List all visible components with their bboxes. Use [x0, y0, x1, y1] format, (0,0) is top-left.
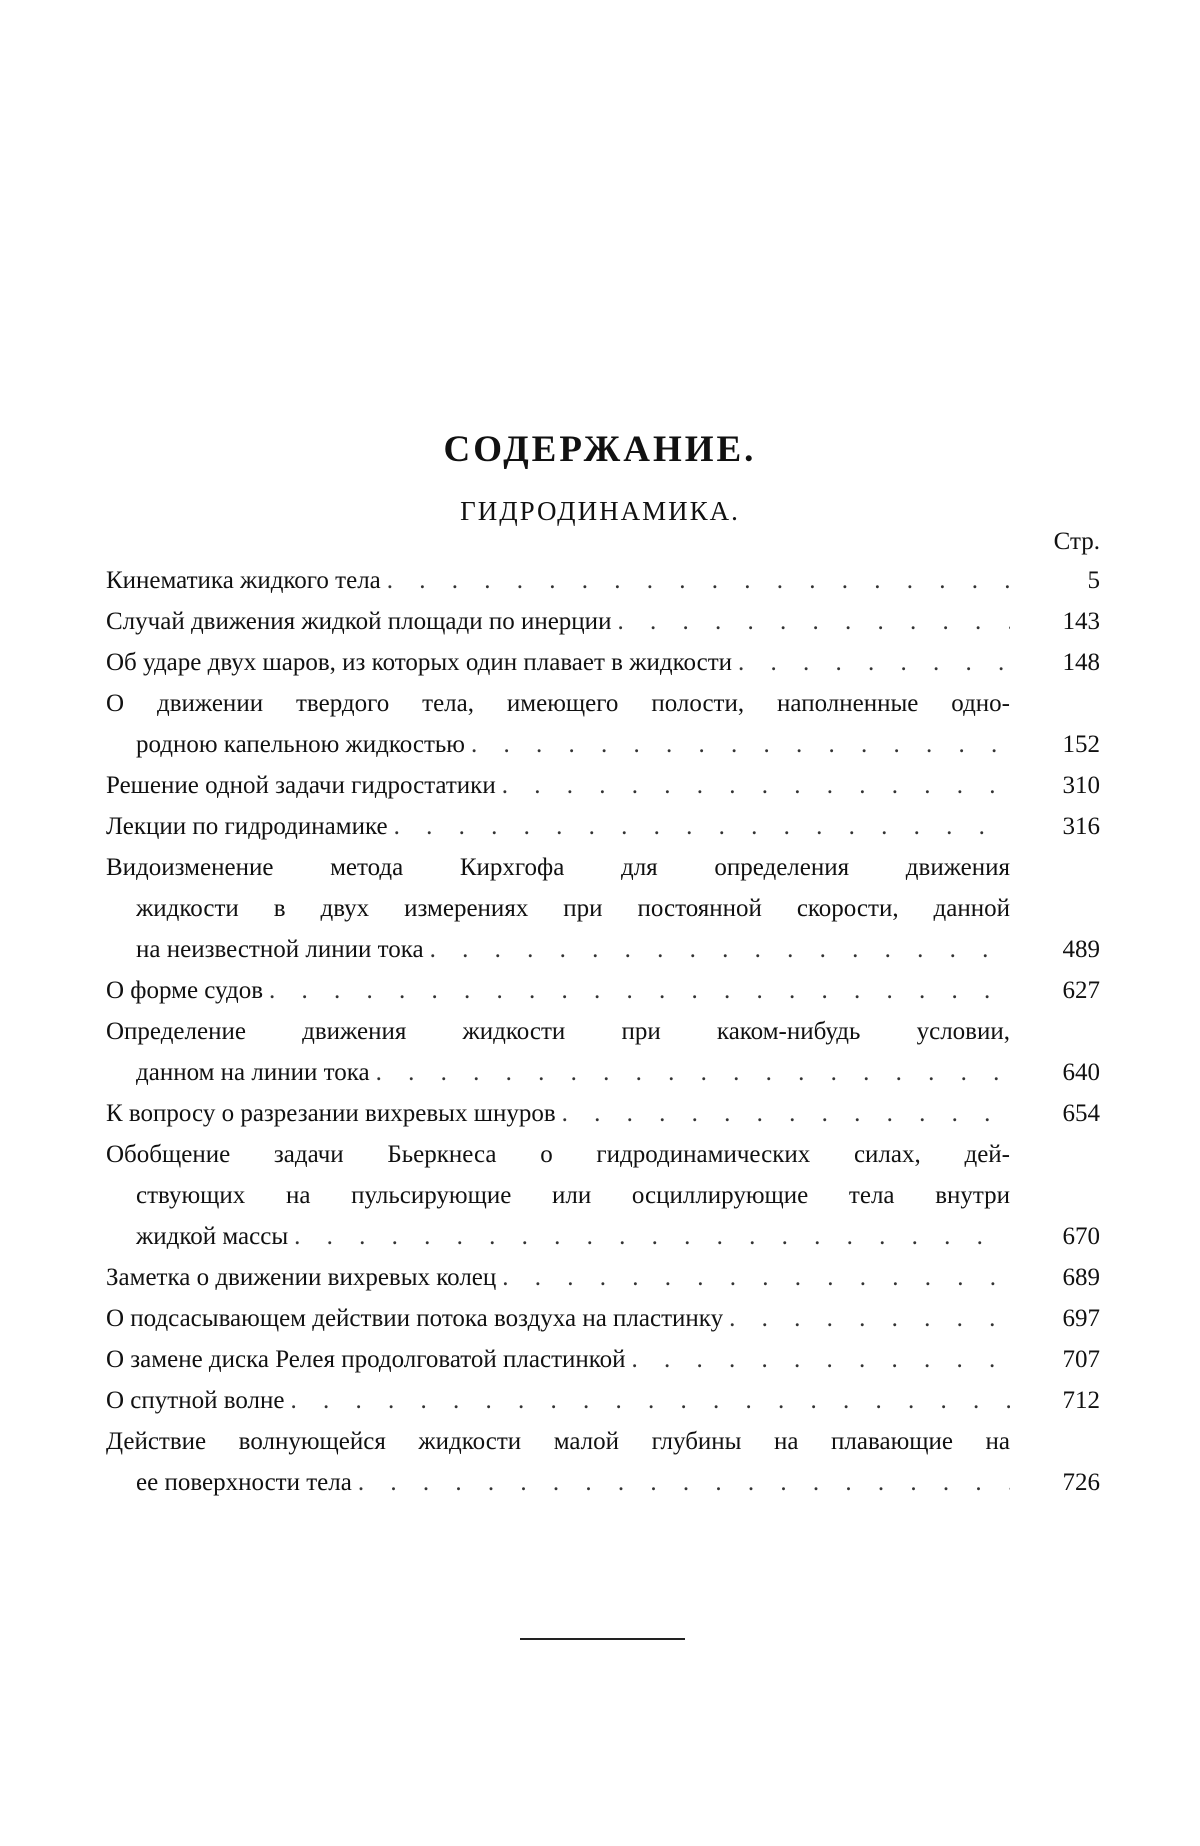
toc-entry	[106, 560, 1100, 601]
toc-entry-title: родною капельною жидкостью	[136, 731, 465, 758]
toc-entry-line	[106, 929, 1100, 970]
toc-entry	[106, 1339, 1100, 1380]
section-title: ГИДРОДИНАМИКА.	[460, 496, 740, 526]
toc-dot-leader	[496, 765, 1010, 806]
toc-entry	[106, 601, 1100, 642]
toc-dot-leader	[370, 1052, 1010, 1093]
toc-page-number: 316	[1062, 813, 1100, 840]
toc-entry-line	[106, 806, 1100, 847]
toc-entry-line	[106, 1093, 1100, 1134]
toc-entry-title: О подсасывающем действии потока воздуха на пластинку	[106, 1305, 724, 1332]
toc-entry-title: О замене диска Релея продолговатой пластинкой	[106, 1346, 626, 1373]
table-of-contents	[106, 560, 1100, 1503]
toc-dot-leader	[723, 1298, 1010, 1339]
toc-entry-title: Действие волнующейся жидкости малой глубины на плавающие на	[106, 1428, 1010, 1455]
toc-entry-line	[106, 1298, 1100, 1339]
page-title: СОДЕРЖАНИЕ.	[443, 429, 757, 470]
toc-page-number: 5	[1087, 567, 1100, 594]
page-column-header: Стр.	[1053, 528, 1100, 555]
toc-dot-leader	[465, 724, 1010, 765]
toc-entry-title: К вопросу о разрезании вихревых шнуров	[106, 1100, 556, 1127]
toc-page-number: 152	[1062, 731, 1100, 758]
toc-entry	[106, 806, 1100, 847]
toc-entry-title: жидкой массы	[136, 1223, 289, 1250]
toc-entry-line	[106, 560, 1100, 601]
toc-dot-leader	[556, 1093, 1010, 1134]
toc-entry-line	[106, 601, 1100, 642]
toc-entry-title: Заметка о движении вихревых колец	[106, 1264, 497, 1291]
toc-dot-leader	[352, 1462, 1010, 1503]
toc-page-number: 697	[1062, 1305, 1100, 1332]
toc-page-number: 707	[1062, 1346, 1100, 1373]
toc-entry-line	[106, 1216, 1100, 1257]
toc-page-number: 670	[1062, 1223, 1100, 1250]
toc-entry-title: данном на линии тока	[136, 1059, 370, 1086]
toc-entry-line	[106, 847, 1100, 888]
toc-entry	[106, 1298, 1100, 1339]
toc-entry-title: Видоизменение метода Кирхгофа для определения движения	[106, 854, 1010, 881]
toc-entry	[106, 683, 1100, 765]
toc-page-number: 654	[1062, 1100, 1100, 1127]
toc-dot-leader	[732, 642, 1010, 683]
toc-entry-title: О спутной волне	[106, 1387, 285, 1414]
toc-entry-title: Об ударе двух шаров, из которых один плавает в жидкости	[106, 649, 733, 676]
toc-entry-title: Кинематика жидкого тела	[106, 567, 381, 594]
toc-entry-line	[106, 1421, 1100, 1462]
toc-entry-title: Случай движения жидкой площади по инерции	[106, 608, 612, 635]
toc-dot-leader	[611, 601, 1010, 642]
toc-dot-leader	[288, 1216, 1010, 1257]
toc-entry-line	[106, 724, 1100, 765]
toc-entry	[106, 970, 1100, 1011]
toc-page-number: 726	[1062, 1469, 1100, 1496]
toc-entry-title: на неизвестной линии тока	[136, 936, 424, 963]
toc-dot-leader	[424, 929, 1010, 970]
toc-entry-title: ее поверхности тела	[136, 1469, 352, 1496]
toc-entry-line	[106, 1011, 1100, 1052]
toc-entry-line	[106, 1052, 1100, 1093]
toc-entry-title: жидкости в двух измерениях при постоянной скорости, данной	[136, 895, 1010, 922]
toc-dot-leader	[496, 1257, 1010, 1298]
toc-entry-line	[106, 1134, 1100, 1175]
toc-page-number: 627	[1062, 977, 1100, 1004]
toc-entry-title: Обобщение задачи Бьеркнеса о гидродинамических силах, дей-	[106, 1141, 1010, 1168]
toc-entry	[106, 1093, 1100, 1134]
closing-rule	[520, 1638, 685, 1640]
toc-page-number: 143	[1062, 608, 1100, 635]
toc-entry	[106, 642, 1100, 683]
toc-entry-line	[106, 1257, 1100, 1298]
toc-entry-line	[106, 1339, 1100, 1380]
toc-entry-title: О движении твердого тела, имеющего полости, наполненные одно-	[106, 690, 1010, 717]
toc-entry-line	[106, 1462, 1100, 1503]
toc-entry-line	[106, 765, 1100, 806]
toc-dot-leader	[381, 560, 1010, 601]
toc-page-number: 689	[1062, 1264, 1100, 1291]
toc-page-number: 489	[1062, 936, 1100, 963]
toc-entry-line	[106, 888, 1100, 929]
toc-entry-title: Определение движения жидкости при каком-нибудь условии,	[106, 1018, 1010, 1045]
toc-entry-line	[106, 683, 1100, 724]
toc-entry	[106, 1257, 1100, 1298]
toc-dot-leader	[388, 806, 1010, 847]
toc-entry-line	[106, 1175, 1100, 1216]
toc-entry	[106, 765, 1100, 806]
toc-entry-line	[106, 642, 1100, 683]
toc-entry	[106, 1134, 1100, 1257]
toc-page-number: 712	[1062, 1387, 1100, 1414]
toc-page-number: 310	[1062, 772, 1100, 799]
toc-entry	[106, 1421, 1100, 1503]
toc-entry-title: Решение одной задачи гидростатики	[106, 772, 496, 799]
toc-dot-leader	[284, 1380, 1010, 1421]
toc-entry-title: О форме судов	[106, 977, 264, 1004]
toc-entry	[106, 847, 1100, 970]
toc-entry	[106, 1011, 1100, 1093]
toc-dot-leader	[263, 970, 1010, 1011]
toc-entry-line	[106, 1380, 1100, 1421]
toc-entry	[106, 1380, 1100, 1421]
toc-entry-line	[106, 970, 1100, 1011]
toc-dot-leader	[626, 1339, 1010, 1380]
toc-page-number: 640	[1062, 1059, 1100, 1086]
toc-page-number: 148	[1062, 649, 1100, 676]
toc-entry-title: ствующих на пульсирующие или осциллирующие тела внутри	[136, 1182, 1010, 1209]
toc-entry-title: Лекции по гидродинамике	[106, 813, 388, 840]
